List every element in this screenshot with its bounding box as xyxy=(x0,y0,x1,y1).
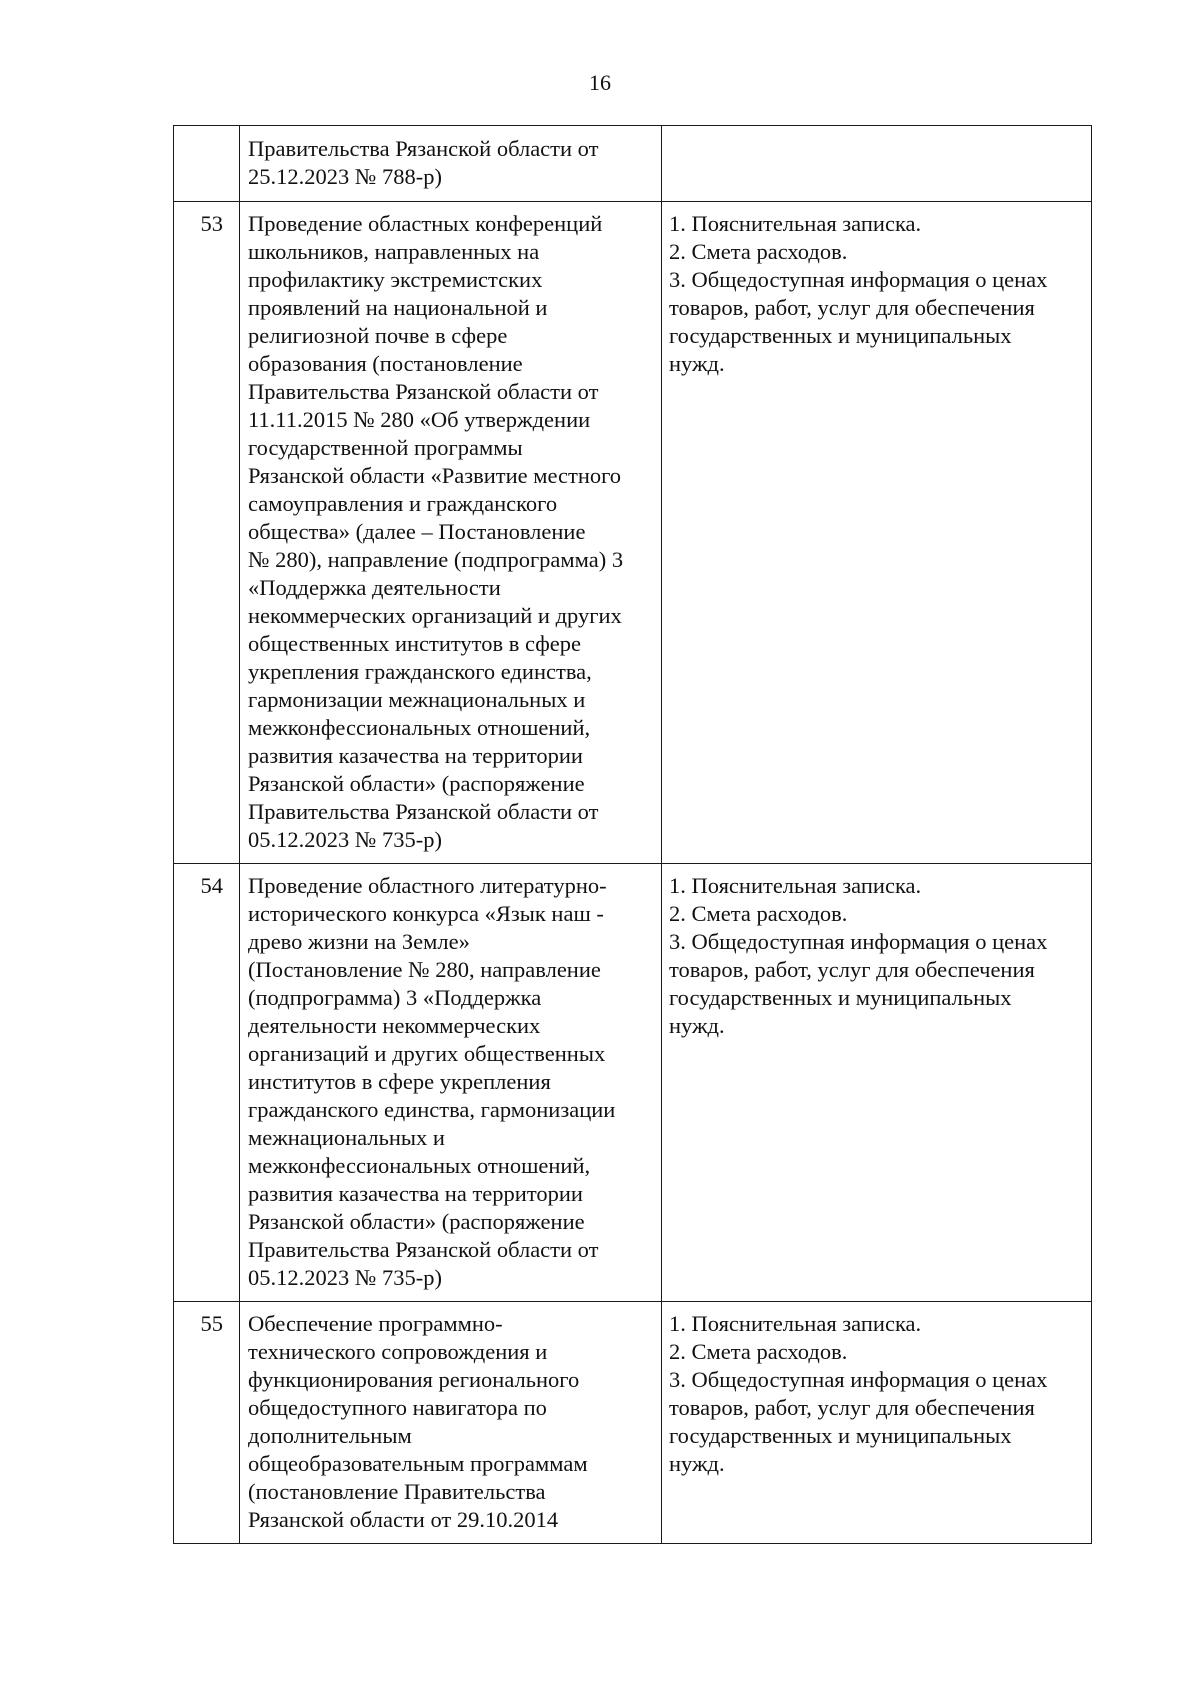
text-line: 1. Пояснительная записка. xyxy=(669,1311,922,1336)
text-line: (подпрограмма) 3 «Поддержка xyxy=(248,985,542,1010)
page-number: 16 xyxy=(589,70,611,95)
table-row xyxy=(174,202,1092,864)
text-line: 3. Общедоступная информация о ценах xyxy=(669,1367,1048,1392)
text-line: образования (постановление xyxy=(248,351,523,376)
text-line: древо жизни на Земле» xyxy=(248,929,470,954)
row-number xyxy=(174,126,240,202)
text-line: школьников, направленных на xyxy=(248,239,540,264)
text-line: межнациональных и xyxy=(248,1125,445,1150)
text-line: 1. Пояснительная записка. xyxy=(669,211,922,236)
text-line: товаров, работ, услуг для обеспечения xyxy=(669,1395,1035,1420)
text-line: общедоступного навигатора по xyxy=(248,1395,547,1420)
text-line: укрепления гражданского единства, xyxy=(248,659,592,684)
text-line: 05.12.2023 № 735-р) xyxy=(248,827,442,852)
text-line: Проведение областного литературно- xyxy=(248,873,607,898)
row-description xyxy=(240,864,662,1302)
text-line: самоуправления и гражданского xyxy=(248,491,558,516)
table-row xyxy=(174,864,1092,1302)
row-description xyxy=(240,126,662,202)
row-number: 54 xyxy=(174,864,240,1302)
text-line: Рязанской области от 29.10.2014 xyxy=(248,1507,559,1532)
text-line: (постановление Правительства xyxy=(248,1479,546,1504)
row-documents xyxy=(662,126,1092,202)
text-line: Правительства Рязанской области от xyxy=(248,136,599,161)
row-documents xyxy=(662,864,1092,1302)
text-line: Рязанской области» (распоряжение xyxy=(248,771,585,796)
text-line: межконфессиональных отношений, xyxy=(248,1153,591,1178)
text-line: Правительства Рязанской области от xyxy=(248,799,599,824)
table-row xyxy=(174,1302,1092,1544)
text-line: № 280), направление (подпрограмма) 3 xyxy=(248,547,624,572)
text-line: 2. Смета расходов. xyxy=(669,239,848,264)
text-line: технического сопровождения и xyxy=(248,1339,548,1364)
text-line: 25.12.2023 № 788-р) xyxy=(248,164,442,189)
text-line: функционирования регионального xyxy=(248,1367,580,1392)
text-line: нужд. xyxy=(669,351,725,376)
text-line: профилактику экстремистских xyxy=(248,267,543,292)
row-documents xyxy=(662,202,1092,864)
text-line: Правительства Рязанской области от xyxy=(248,379,599,404)
text-line: религиозной почве в сфере xyxy=(248,323,508,348)
text-line: 1. Пояснительная записка. xyxy=(669,873,922,898)
text-line: товаров, работ, услуг для обеспечения xyxy=(669,957,1035,982)
row-description xyxy=(240,202,662,864)
text-line: общественных институтов в сфере xyxy=(248,631,582,656)
text-line: развития казачества на территории xyxy=(248,1181,583,1206)
text-line: государственной программы xyxy=(248,435,523,460)
text-line: исторического конкурса «Язык наш - xyxy=(248,901,604,926)
text-line: 2. Смета расходов. xyxy=(669,1339,848,1364)
table-body xyxy=(174,126,1092,1544)
text-line: нужд. xyxy=(669,1013,725,1038)
measures-table xyxy=(173,125,1092,1544)
text-line: Обеспечение программно- xyxy=(248,1311,503,1336)
text-line: 11.11.2015 № 280 «Об утверждении xyxy=(248,407,591,432)
row-number: 53 xyxy=(174,202,240,864)
row-number: 55 xyxy=(174,1302,240,1544)
text-line: Проведение областных конференций xyxy=(248,211,603,236)
text-line: Рязанской области» (распоряжение xyxy=(248,1209,585,1234)
text-line: деятельности некоммерческих xyxy=(248,1013,541,1038)
text-line: институтов в сфере укрепления xyxy=(248,1069,551,1094)
text-line: Правительства Рязанской области от xyxy=(248,1237,599,1262)
text-line: развития казачества на территории xyxy=(248,743,583,768)
text-line: государственных и муниципальных xyxy=(669,1423,1012,1448)
text-line: государственных и муниципальных xyxy=(669,323,1012,348)
text-line: 2. Смета расходов. xyxy=(669,901,848,926)
text-line: Рязанской области «Развитие местного xyxy=(248,463,622,488)
text-line: 05.12.2023 № 735-р) xyxy=(248,1265,442,1290)
text-line: государственных и муниципальных xyxy=(669,985,1012,1010)
text-line: гражданского единства, гармонизации xyxy=(248,1097,616,1122)
text-line: дополнительным xyxy=(248,1423,412,1448)
text-line: межконфессиональных отношений, xyxy=(248,715,591,740)
text-line: некоммерческих организаций и других xyxy=(248,603,622,628)
text-line: «Поддержка деятельности xyxy=(248,575,501,600)
row-description xyxy=(240,1302,662,1544)
text-line: гармонизации межнациональных и xyxy=(248,687,586,712)
text-line: общеобразовательным программам xyxy=(248,1451,588,1476)
text-line: общества» (далее – Постановление xyxy=(248,519,586,544)
text-line: товаров, работ, услуг для обеспечения xyxy=(669,295,1035,320)
text-line: организаций и других общественных xyxy=(248,1041,606,1066)
table-row xyxy=(174,126,1092,202)
text-line: нужд. xyxy=(669,1451,725,1476)
row-documents xyxy=(662,1302,1092,1544)
text-line: проявлений на национальной и xyxy=(248,295,548,320)
text-line: 3. Общедоступная информация о ценах xyxy=(669,267,1048,292)
text-line: (Постановление № 280, направление xyxy=(248,957,601,982)
text-line: 3. Общедоступная информация о ценах xyxy=(669,929,1048,954)
